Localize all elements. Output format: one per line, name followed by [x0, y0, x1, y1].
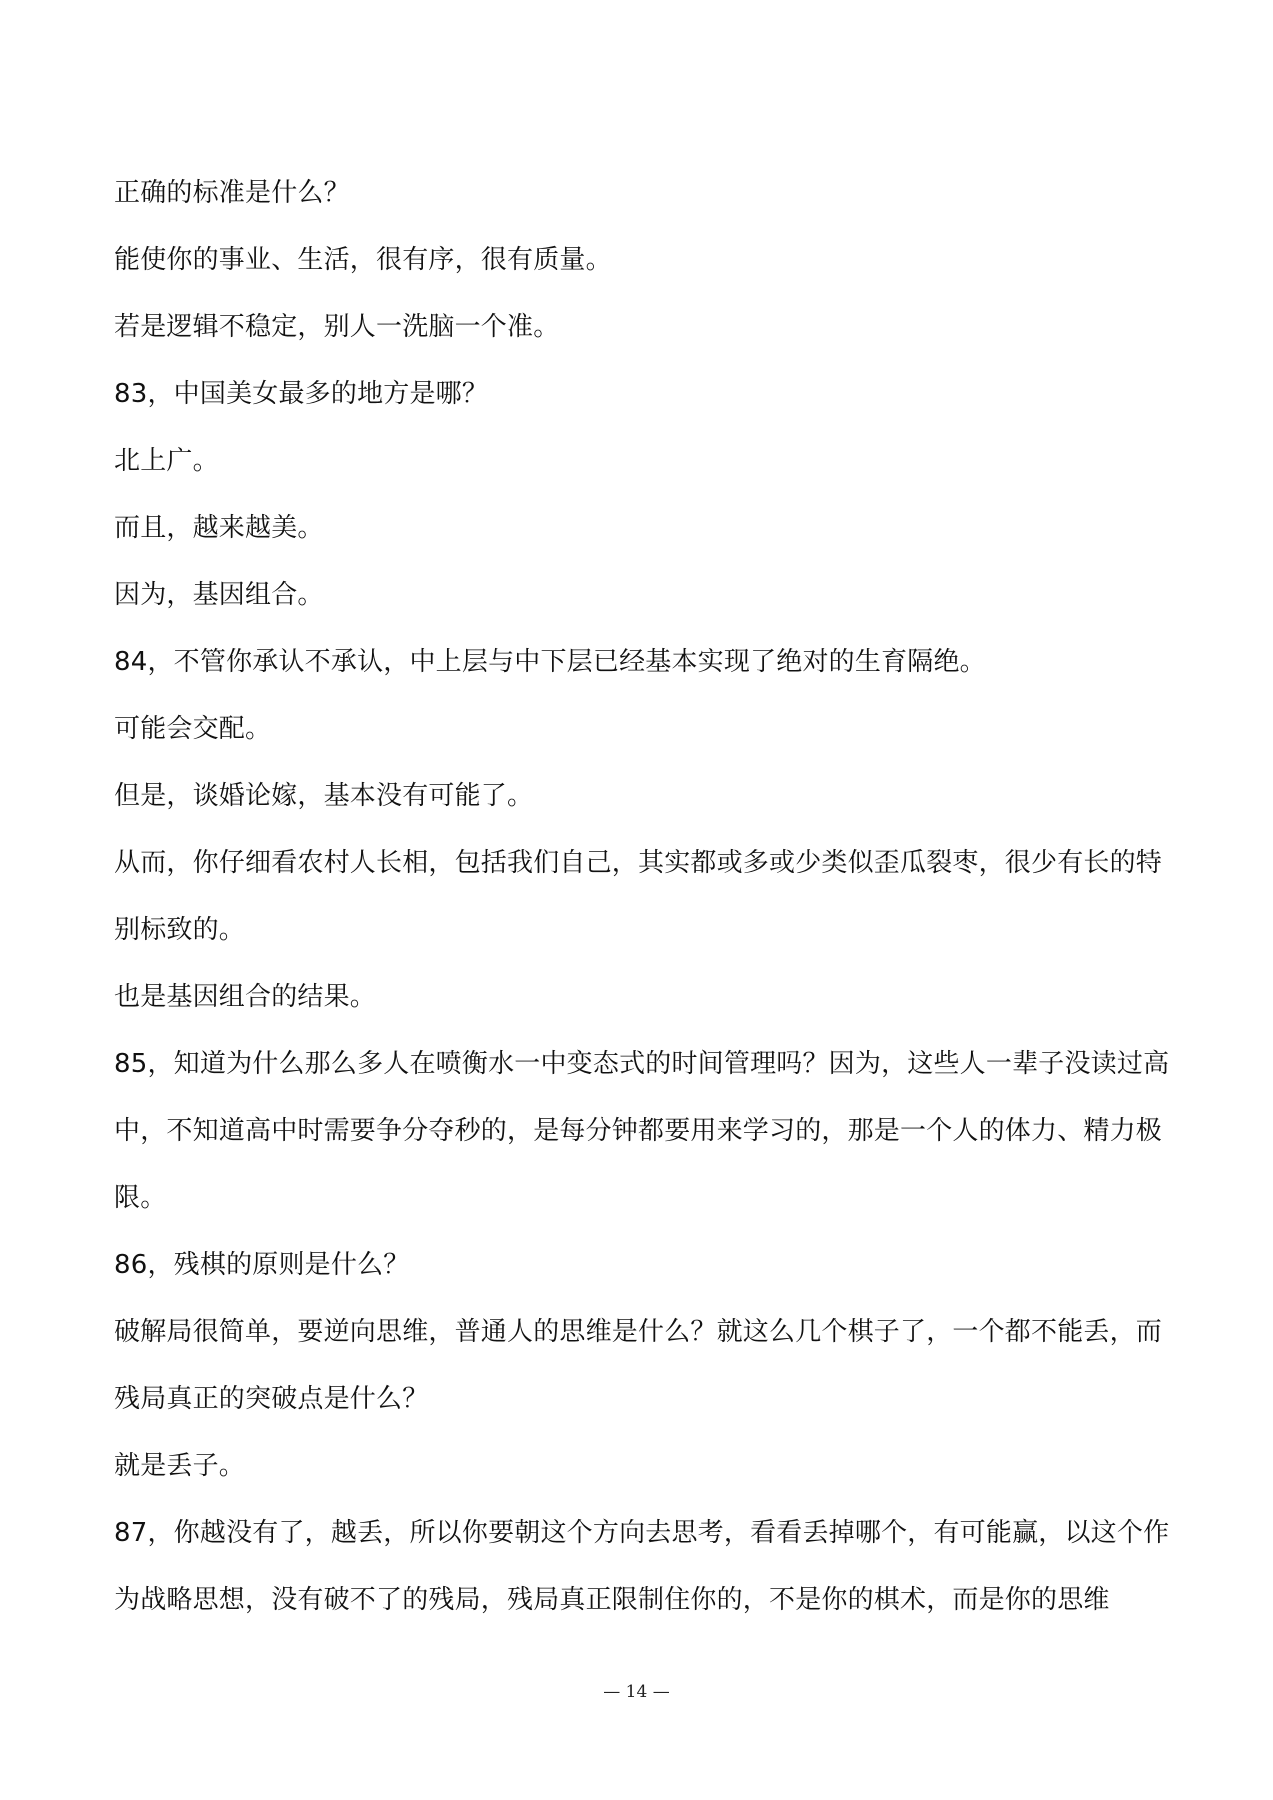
- paragraph: 若是逻辑不稳定，别人一洗脑一个准。: [114, 312, 560, 342]
- paragraph: 但是，谈婚论嫁，基本没有可能了。: [114, 781, 534, 811]
- paragraph: 就是丢子。: [114, 1451, 246, 1481]
- document-body: [114, 160, 1174, 1634]
- paragraph: 能使你的事业、生活，很有序，很有质量。: [114, 245, 612, 275]
- paragraph: 因为，基因组合。: [114, 580, 324, 610]
- paragraph: 87，你越没有了，越丢，所以你要朝这个方向去思考，看看丢掉哪个，有可能赢，以这个作为战略思想，没有破不了的残局，残局真正限制住你的，不是你的棋术，而是你的思维: [114, 1518, 1170, 1615]
- paragraph: 正确的标准是什么？: [114, 178, 350, 208]
- paragraph: 从而，你仔细看农村人长相，包括我们自己，其实都或多或少类似歪瓜裂枣，很少有长的特别标致的。: [114, 848, 1163, 945]
- page-number: — 14 —: [603, 1682, 670, 1702]
- paragraph: 83，中国美女最多的地方是哪？: [114, 379, 489, 409]
- paragraph: 可能会交配。: [114, 714, 272, 744]
- paragraph: 84，不管你承认不承认，中上层与中下层已经基本实现了绝对的生育隔绝。: [114, 647, 986, 677]
- paragraph: 破解局很简单，要逆向思维，普通人的思维是什么？就这么几个棋子了，一个都不能丢，而残局真正的突破点是什么？: [114, 1317, 1163, 1414]
- paragraph: 86，残棋的原则是什么？: [114, 1250, 410, 1280]
- paragraph: 而且，越来越美。: [114, 513, 324, 543]
- paragraph: 也是基因组合的结果。: [114, 982, 377, 1012]
- paragraph: 85，知道为什么那么多人在喷衡水一中变态式的时间管理吗？因为，这些人一辈子没读过高中，不知道高中时需要争分夺秒的，是每分钟都要用来学习的，那是一个人的体力、精力极限。: [114, 1049, 1170, 1213]
- paragraph: 北上广。: [114, 446, 219, 476]
